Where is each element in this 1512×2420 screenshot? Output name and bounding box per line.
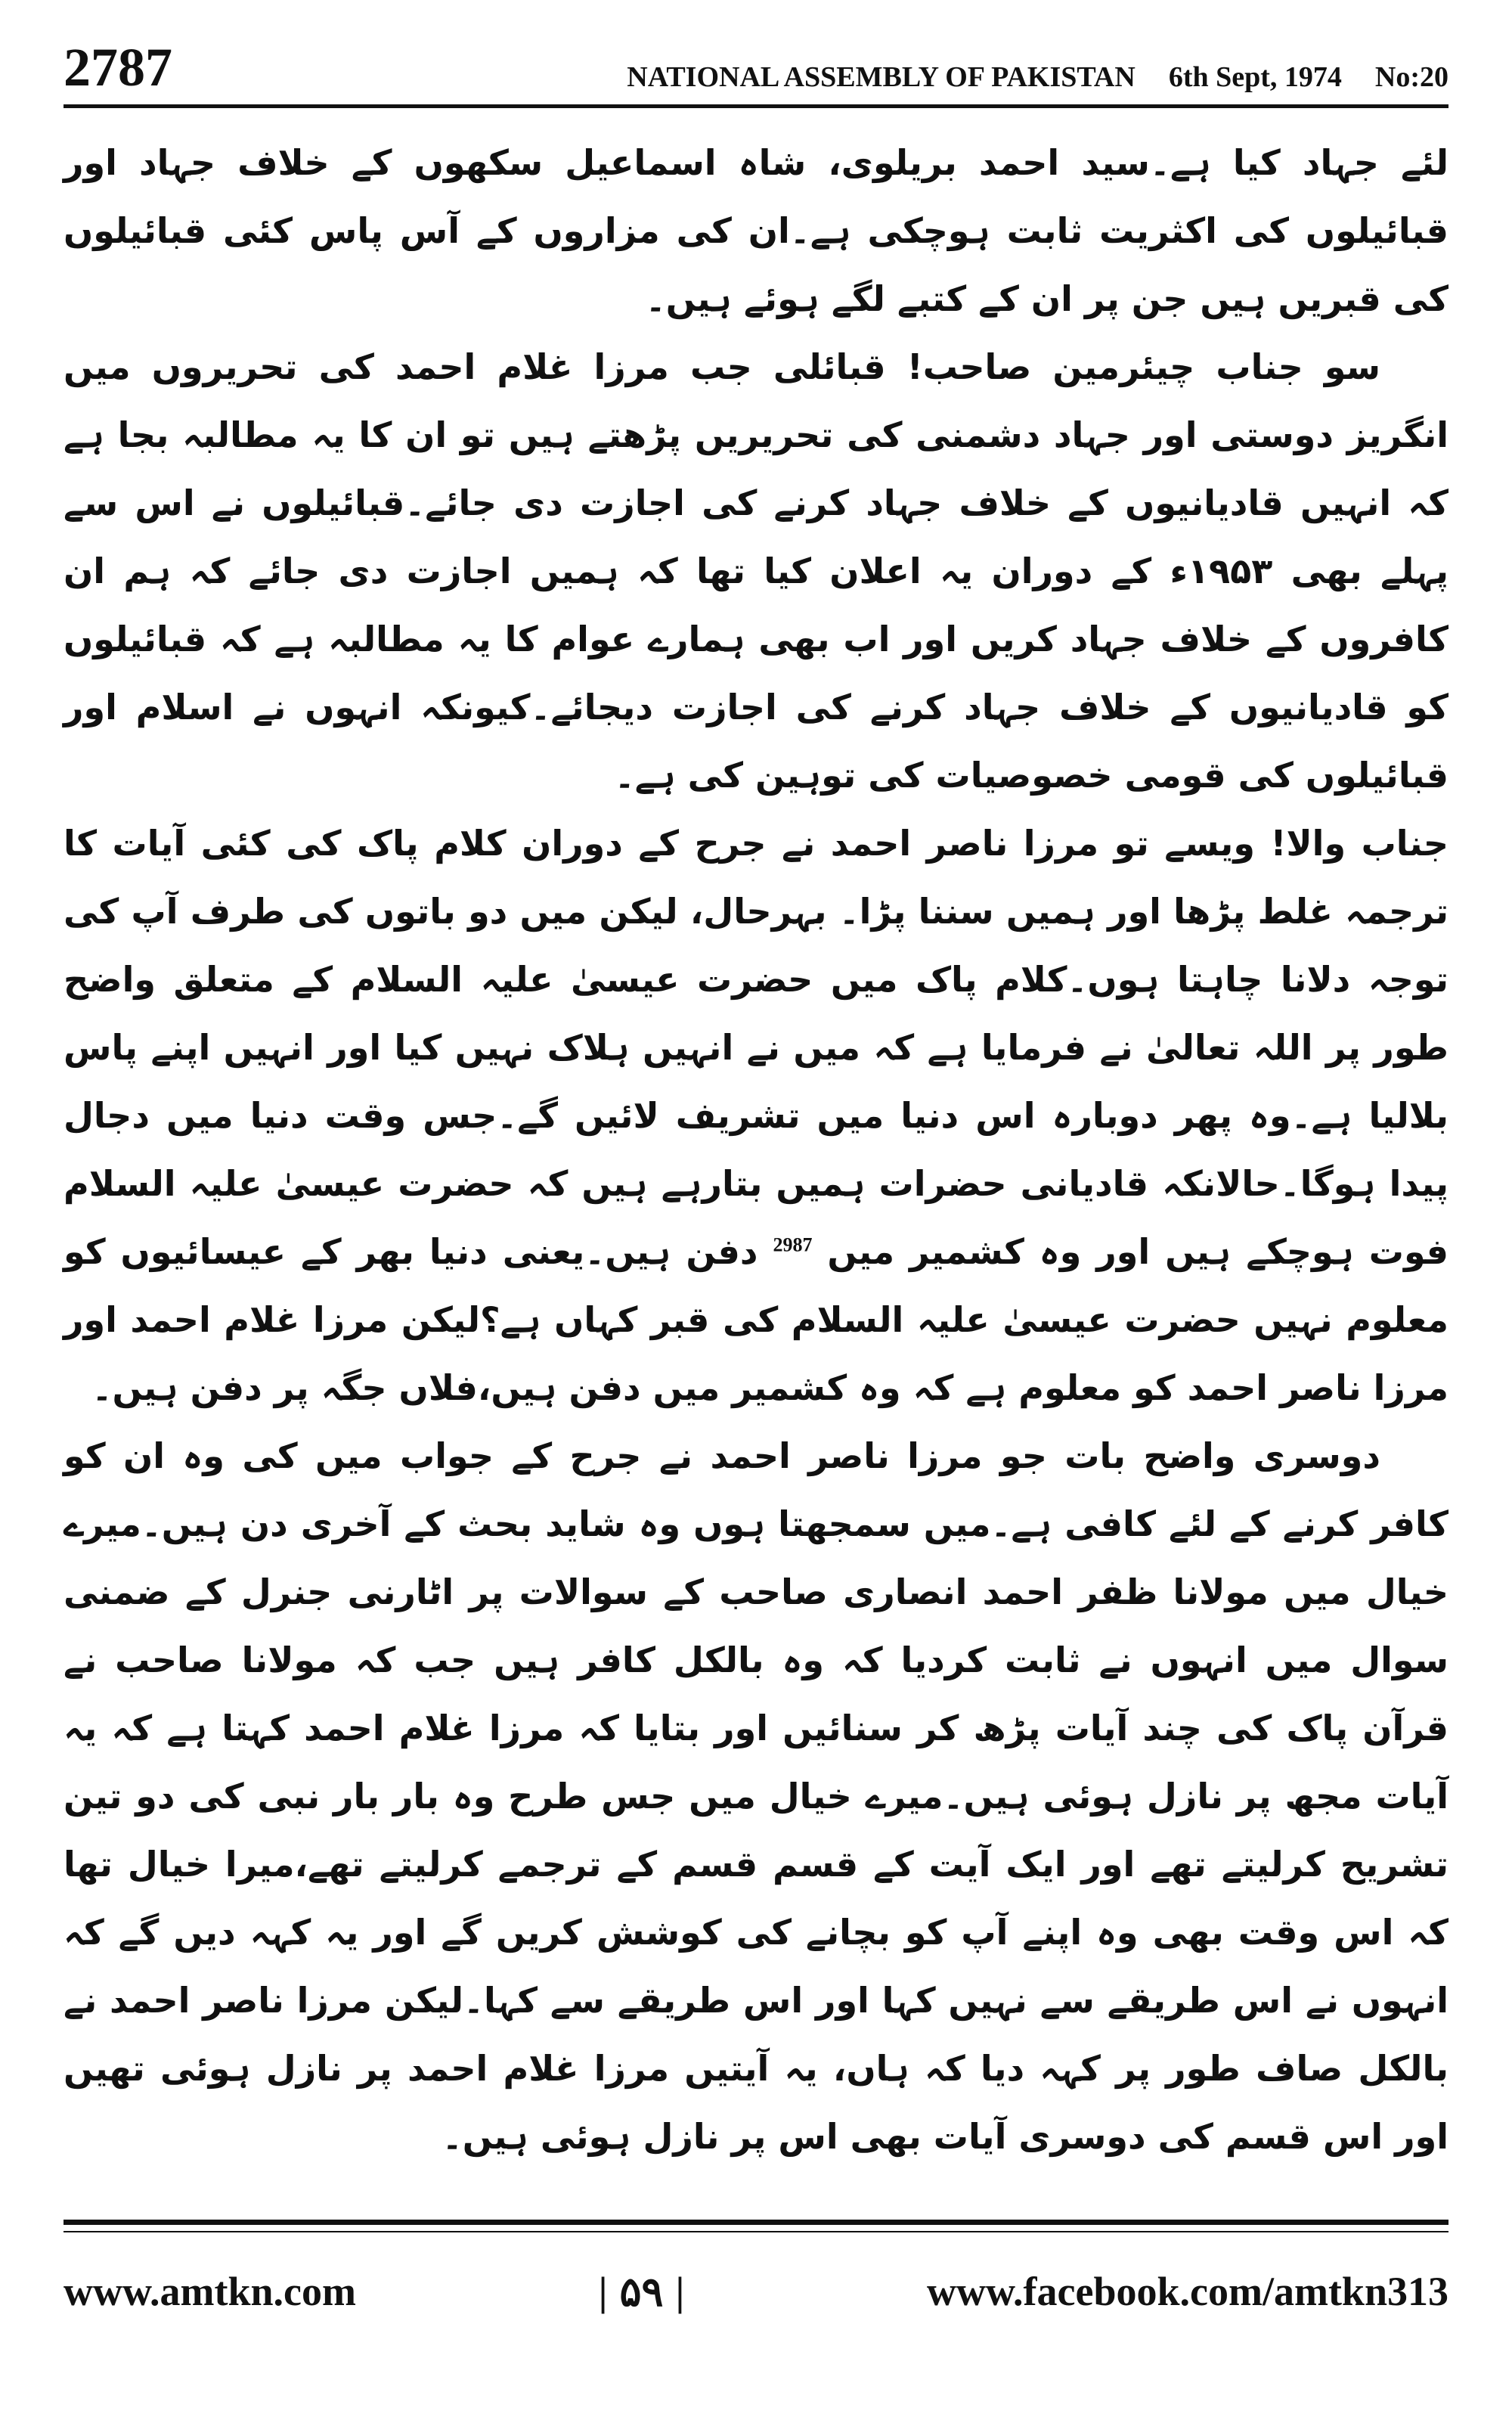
footnote-reference: 2987 [773, 1233, 813, 1256]
footer-page-label-group [599, 2268, 685, 2316]
footer-separator-left: | [598, 2269, 608, 2314]
page-header [64, 23, 1448, 98]
header-date: 6th Sept, 1974 [1168, 61, 1342, 93]
paragraph-1: لئے جہاد کیا ہے۔سید احمد بریلوی، شاہ اسماعیل سکھوں کے خلاف جہاد اور قبائیلوں کی اکثریت ثابت ہوچکی ہے۔ان کی مزاروں کے آس پاس کئی قبائیلوں کی قبریں ہیں جن پر ان کے کتبے لگے ہوئے ہیں۔ [64, 142, 1448, 319]
footer-separator-right: | [675, 2269, 685, 2314]
page-number: 2787 [64, 37, 172, 98]
footer-website-link[interactable]: www.amtkn.com [64, 2269, 356, 2314]
paragraph-2: سو جناب چیئرمین صاحب! قبائلی جب مرزا غلام احمد کی تحریروں میں انگریز دوستی اور جہاد دشمنی کی تحریریں پڑھتے ہیں تو ان کا یہ مطالبہ بجا ہے کہ انہیں قادیانیوں کے خلاف جہاد کرنے کی اجازت دی جائے۔قبائیلوں نے اس سے پہلے بھی ۱۹۵۳ء کے دوران یہ اعلان کیا تھا کہ ہمیں اجازت دی جائے کہ ہم ان کافروں کے خلاف جہاد کریں اور اب بھی ہمارے عوام کا یہ مطالبہ ہے کہ قبائیلوں کو قادیانیوں کے خلاف جہاد کرنے کی اجازت دیجائے۔کیونکہ انہوں نے اسلام اور قبائیلوں کی قومی خصوصیات کی توہین کی ہے۔ [64, 346, 1448, 796]
paragraph-4: دوسری واضح بات جو مرزا ناصر احمد نے جرح کے جواب میں کی وہ ان کو کافر کرنے کے لئے کافی ہے۔میں سمجھتا ہوں وہ شاید بحث کے آخری دن ہیں۔میرے خیال میں مولانا ظفر احمد انصاری صاحب کے سوالات پر اٹارنی جنرل کے ضمنی سوال میں انہوں نے ثابت کردیا کہ وہ بالکل کافر ہیں جب کہ مولانا صاحب نے قرآن پاک کی چند آیات پڑھ کر سنائیں اور بتایا کہ مرزا غلام احمد کہتا ہے کہ یہ آیات مجھ پر نازل ہوئی ہیں۔میرے خیال میں جس طرح وہ بار بار نبی کی دو تین تشریح کرلیتے تھے اور ایک آیت کے قسم قسم کے ترجمے کرلیتے تھے،میرا خیال تھا کہ اس وقت بھی وہ اپنے آپ کو بچانے کی کوشش کریں گے اور یہ کہہ دیں گے کہ انہوں نے اس طریقے سے نہیں کہا اور اس طریقے سے کہا۔لیکن مرزا ناصر احمد نے بالکل صاف طور پر کہہ دیا کہ ہاں، یہ آیتیں مرزا غلام احمد پر نازل ہوئی تھیں اور اس قسم کی دوسری آیات بھی اس پر نازل ہوئی ہیں۔ [64, 1435, 1449, 2157]
footer-divider-thin [64, 2231, 1448, 2232]
header-meta [627, 63, 1448, 95]
page-footer [64, 2257, 1448, 2325]
header-title: NATIONAL ASSEMBLY OF PAKISTAN [627, 61, 1136, 93]
paragraph-3 [64, 809, 1448, 1422]
document-body [64, 129, 1448, 2170]
header-divider [64, 104, 1448, 108]
paragraph-3-text: جناب والا! ویسے تو مرزا ناصر احمد نے جرح کے دوران کلام پاک کی کئی آیات کا ترجمہ غلط پڑھا اور ہمیں سننا پڑا۔ بہرحال، لیکن میں دو باتوں کی طرف آپ کی توجہ دلانا چاہتا ہوں۔کلام پاک میں حضرت عیسیٰ علیہ السلام کے متعلق واضح طور پر اللہ تعالیٰ نے فرمایا ہے کہ میں نے انہیں ہلاک نہیں کیا اور انہیں اپنے پاس بلالیا ہے۔وہ پھر دوبارہ اس دنیا میں تشریف لائیں گے۔جس وقت دنیا میں دجال پیدا ہوگا۔حالانکہ قادیانی حضرات ہمیں بتارہے ہیں کہ حضرت عیسیٰ علیہ السلام فوت ہوچکے ہیں اور وہ کشمیر میں [64, 823, 1448, 1272]
paragraph-3-continuation: دفن ہیں۔یعنی دنیا بھر کے عیسائیوں کو معلوم نہیں حضرت عیسیٰ علیہ السلام کی قبر کہاں ہے؟لیکن مرزا غلام احمد اور مرزا ناصر احمد کو معلوم ہے کہ وہ کشمیر میں دفن ہیں،فلاں جگہ پر دفن ہیں۔ [64, 1231, 1448, 1408]
footer-facebook-link[interactable]: www.facebook.com/amtkn313 [927, 2269, 1448, 2314]
footer-page-label: ۵۹ [619, 2269, 664, 2315]
footer-divider-thick [64, 2220, 1448, 2225]
header-number: No:20 [1374, 61, 1448, 93]
